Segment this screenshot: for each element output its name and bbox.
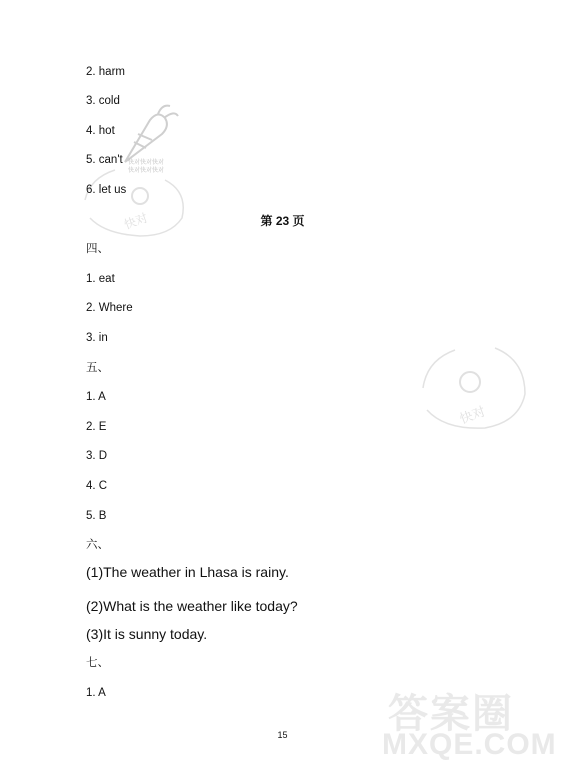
answer-sentence: (2)What is the weather like today?: [86, 598, 298, 614]
answer-sentence: (1)The weather in Lhasa is rainy.: [86, 564, 289, 580]
answer-line: 1. A: [86, 391, 106, 403]
answer-line: 4. hot: [86, 125, 115, 137]
corner-watermark-2: MXQE.COM: [382, 728, 557, 761]
answer-line: 5. B: [86, 510, 107, 522]
stamp-check-icon: [132, 188, 148, 204]
kuaidui-watermark-right: [415, 338, 535, 438]
page-number: 15: [277, 730, 288, 740]
answer-line: 1. eat: [86, 273, 115, 285]
section-label: 四、: [86, 243, 109, 255]
page-heading: 第 23 页: [260, 214, 305, 228]
carrot-icon: [125, 106, 178, 162]
watermark-stamp-text: 快对: [122, 210, 150, 232]
section-label: 六、: [86, 539, 109, 551]
section-label: 七、: [86, 657, 109, 669]
watermark-small-text-2: 快对快对快对: [128, 167, 165, 174]
section-label: 五、: [86, 362, 109, 374]
answer-line: 2. E: [86, 421, 107, 433]
watermark-stamp-text: 快对: [458, 404, 488, 428]
answer-line: 2. Where: [86, 302, 133, 314]
answer-line: 4. C: [86, 480, 108, 492]
answer-line: 5. can't: [86, 154, 123, 166]
answer-line: 3. in: [86, 332, 108, 344]
corner-watermark-1: 答案圈: [388, 692, 514, 736]
stamp-check-icon: [460, 372, 480, 392]
answer-line: 1. A: [86, 687, 106, 699]
watermark-small-text-1: 快对快对快对: [128, 159, 165, 166]
answer-sentence: (3)It is sunny today.: [86, 626, 208, 642]
answer-line: 3. cold: [86, 95, 120, 107]
answer-line: 6. let us: [86, 184, 127, 196]
answer-line: 3. D: [86, 450, 108, 462]
answer-line: 2. harm: [86, 66, 125, 78]
